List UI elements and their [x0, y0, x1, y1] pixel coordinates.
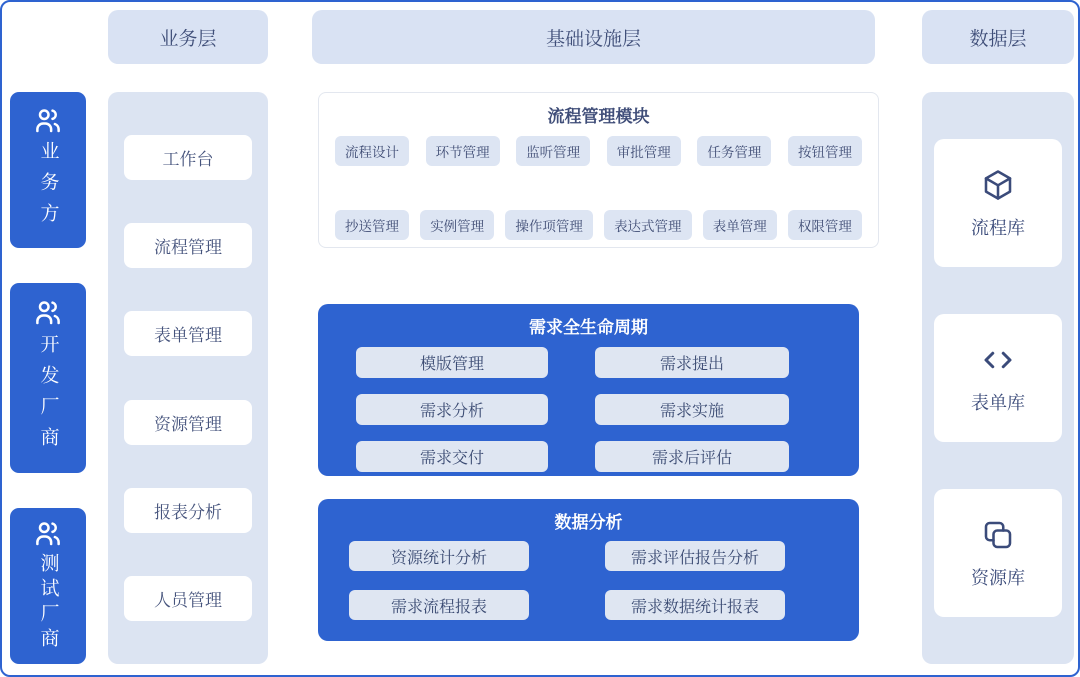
module-chip: 任务管理	[697, 136, 771, 166]
business-item-resource-management: 资源管理	[124, 400, 252, 445]
module-chip: 表达式管理	[604, 210, 692, 240]
layer-header-infrastructure: 基础设施层	[312, 10, 875, 64]
data-card-label: 表单库	[971, 392, 1025, 413]
module-chip: 表单管理	[703, 210, 777, 240]
module-chip: 操作项管理	[505, 210, 593, 240]
business-item-form-management: 表单管理	[124, 311, 252, 356]
business-layer-panel	[108, 92, 268, 664]
analysis-item: 资源统计分析	[349, 541, 529, 571]
data-card-label: 流程库	[971, 217, 1025, 238]
analysis-box	[318, 499, 859, 641]
copy-icon	[980, 517, 1016, 553]
lifecycle-item: 需求交付	[356, 441, 548, 472]
actor-label: 开发厂商	[37, 334, 59, 459]
module-chip: 实例管理	[420, 210, 494, 240]
actor-label: 测试厂商	[37, 552, 59, 653]
actor-label: 业务方	[37, 141, 59, 235]
process-module-box	[318, 92, 879, 248]
code-icon	[980, 342, 1016, 378]
analysis-item: 需求评估报告分析	[605, 541, 785, 571]
data-card-resource-library	[934, 489, 1062, 617]
layer-header-business: 业务层	[108, 10, 268, 64]
lifecycle-item: 需求提出	[595, 347, 789, 378]
lifecycle-grid	[318, 347, 859, 472]
users-icon	[33, 298, 63, 328]
business-item-process-management: 流程管理	[124, 223, 252, 268]
lifecycle-item: 模版管理	[356, 347, 548, 378]
business-item-workbench: 工作台	[124, 135, 252, 180]
actor-column	[10, 92, 86, 664]
module-chip: 流程设计	[335, 136, 409, 166]
business-item-report-analysis: 报表分析	[124, 488, 252, 533]
users-icon	[33, 106, 63, 136]
actor-business-party	[10, 92, 86, 248]
lifecycle-item: 需求后评估	[595, 441, 789, 472]
layer-header-data: 数据层	[922, 10, 1074, 64]
process-module-row2	[319, 210, 878, 240]
lifecycle-item: 需求分析	[356, 394, 548, 425]
analysis-grid	[318, 541, 859, 620]
module-chip: 权限管理	[788, 210, 862, 240]
data-card-form-library	[934, 314, 1062, 442]
data-card-process-library	[934, 139, 1062, 267]
module-chip: 审批管理	[607, 136, 681, 166]
process-module-title: 流程管理模块	[547, 107, 650, 126]
actor-development-vendor	[10, 283, 86, 473]
users-icon	[33, 519, 63, 549]
cube-icon	[980, 167, 1016, 203]
lifecycle-item: 需求实施	[595, 394, 789, 425]
actor-testing-vendor	[10, 508, 86, 664]
data-card-label: 资源库	[971, 567, 1025, 588]
analysis-title: 数据分析	[554, 513, 623, 532]
process-module-row1	[319, 136, 878, 166]
data-layer-panel	[922, 92, 1074, 664]
lifecycle-title: 需求全生命周期	[529, 318, 648, 337]
module-chip: 环节管理	[426, 136, 500, 166]
module-chip: 监听管理	[516, 136, 590, 166]
business-item-personnel-management: 人员管理	[124, 576, 252, 621]
lifecycle-box	[318, 304, 859, 476]
module-chip: 抄送管理	[335, 210, 409, 240]
module-chip: 按钮管理	[788, 136, 862, 166]
analysis-item: 需求流程报表	[349, 590, 529, 620]
analysis-item: 需求数据统计报表	[605, 590, 785, 620]
